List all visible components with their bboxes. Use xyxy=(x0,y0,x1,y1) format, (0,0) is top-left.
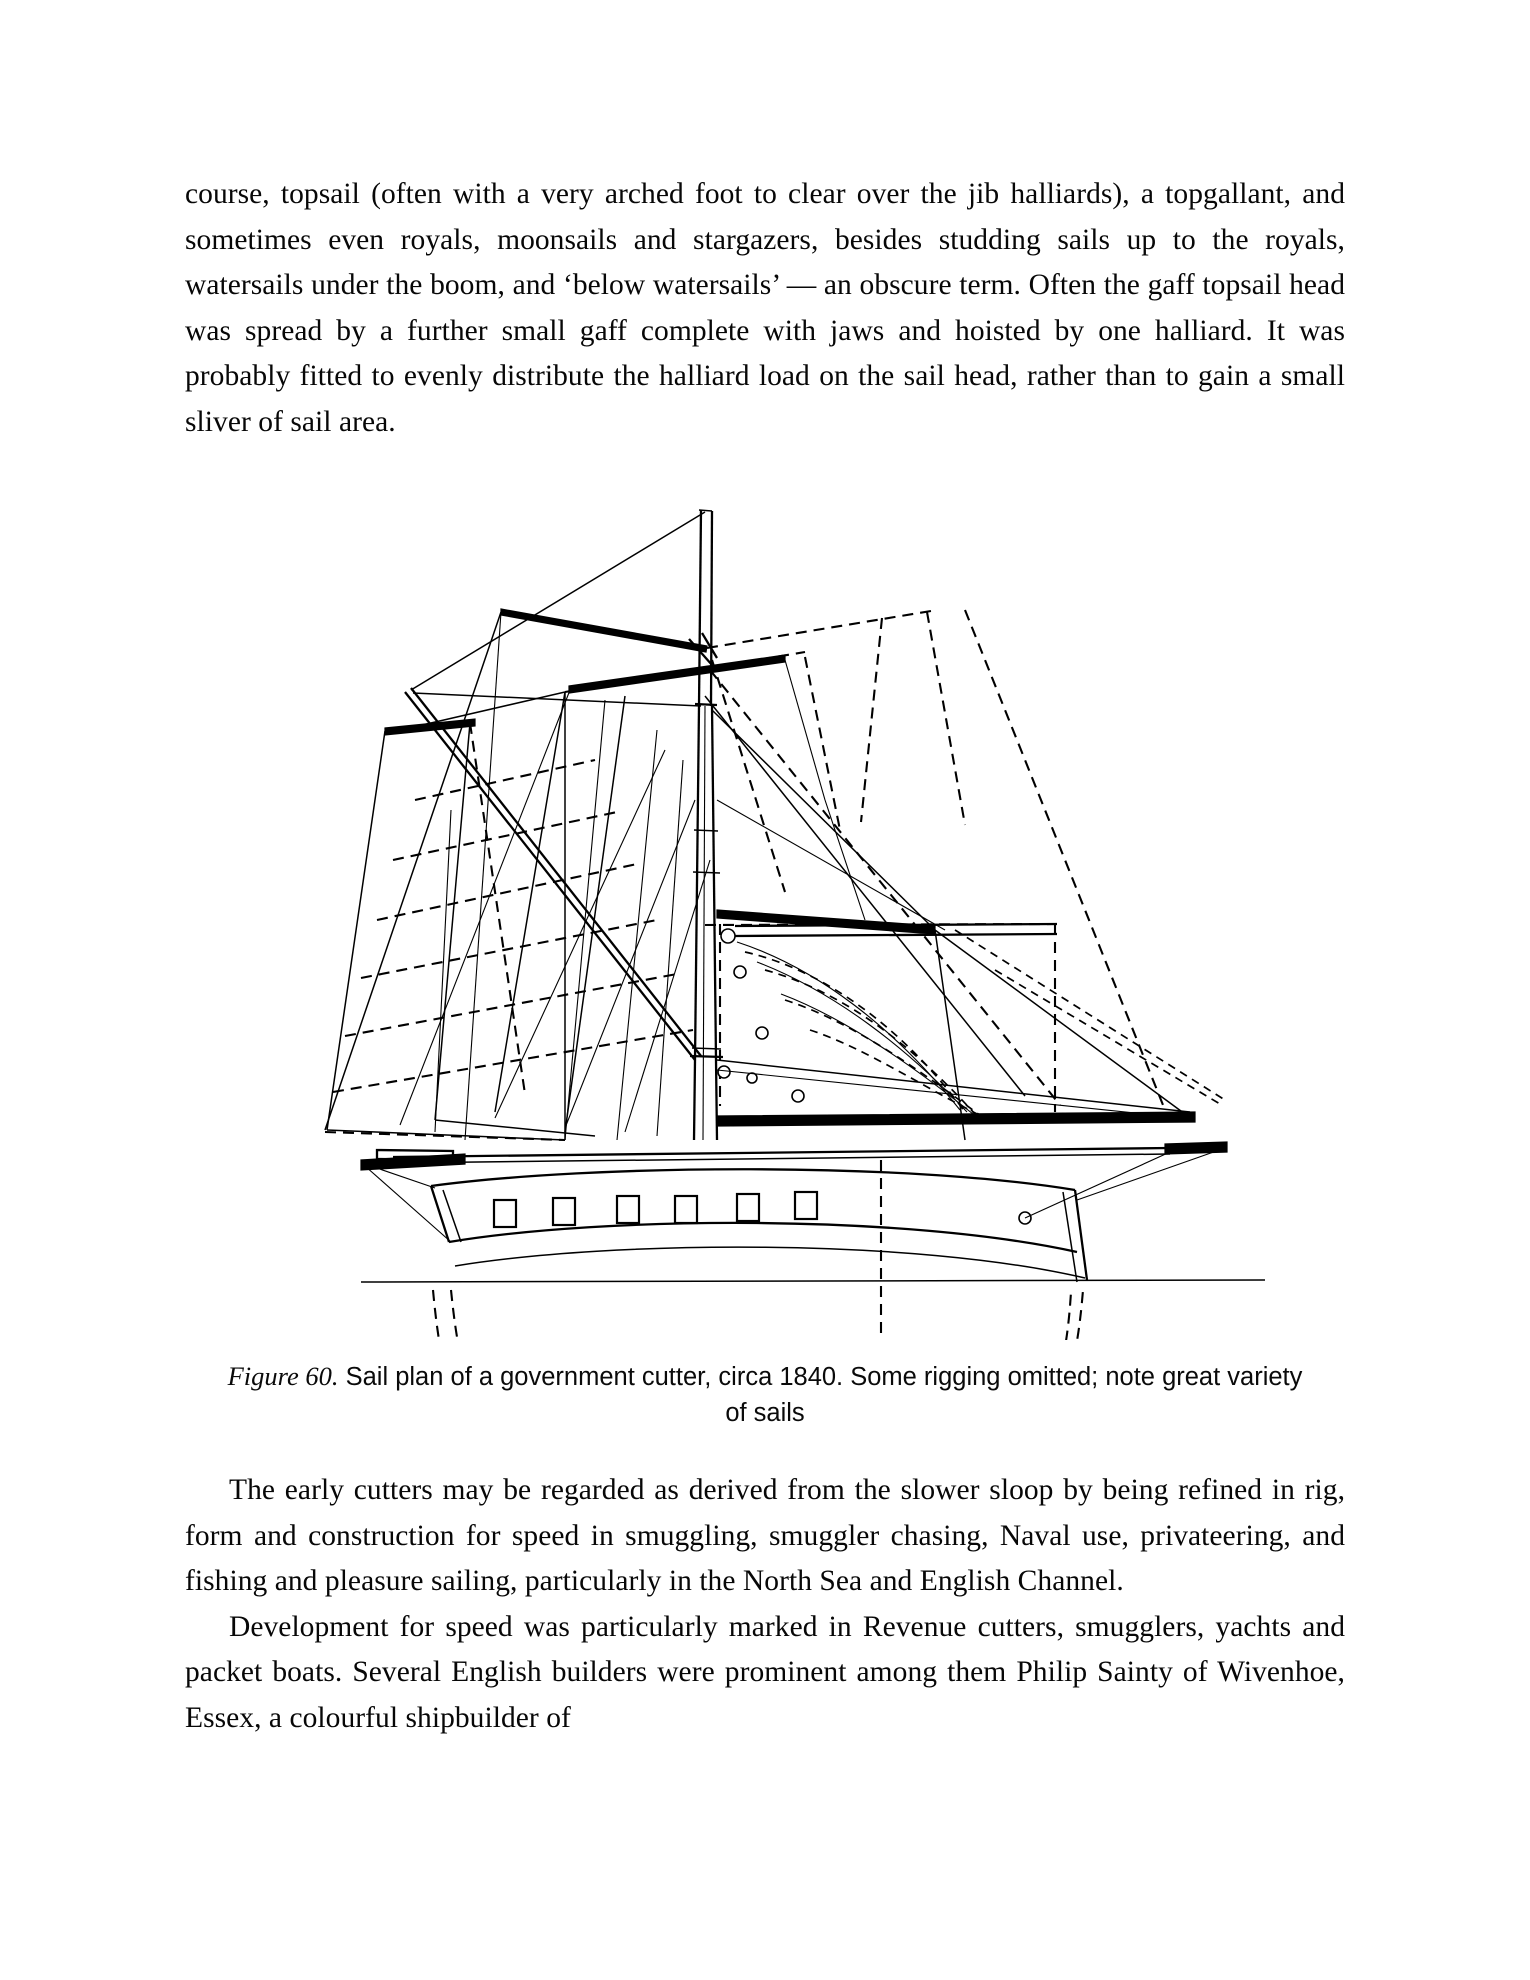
running-rigging-group xyxy=(435,612,865,1140)
figure-caption xyxy=(225,1358,1305,1431)
figure-60-block xyxy=(185,500,1345,1431)
hull-group xyxy=(361,1142,1265,1340)
gunport xyxy=(617,1196,639,1223)
gunport xyxy=(553,1198,575,1225)
sail-plan-illustration xyxy=(265,500,1265,1340)
gunport xyxy=(675,1196,697,1223)
figure-caption-text: Sail plan of a government cutter, circa 1840. Some rigging omitted; note great variety of sails xyxy=(345,1363,1303,1427)
figure-number: Figure 60. xyxy=(227,1361,339,1391)
paragraphs-below-figure xyxy=(185,1468,1345,1741)
mast-group xyxy=(690,510,723,1140)
gunport xyxy=(494,1200,516,1227)
headsail-group xyxy=(325,512,710,1140)
paragraph-development-for-speed: Development for speed was particularly marked in Revenue cutters, smugglers, yachts and packet boats. Several English builders were prominent among them Philip Sainty of Wivenhoe, Essex, a colourful shipbuilder of xyxy=(185,1610,1345,1734)
gunport xyxy=(737,1194,759,1221)
mainsail-group xyxy=(705,610,1225,1140)
paragraph-early-cutters: The early cutters may be regarded as derived from the slower sloop by being refined in rig, form and construction for speed in smuggling, smuggler chasing, Naval use, privateering, and fishing and pleasure sailing, particularly in the North Sea and English Channel. xyxy=(185,1474,1345,1597)
paragraph-above-figure: course, topsail (often with a very arched foot to clear over the jib halliards), a topgallant, and sometimes even royals, moonsails and stargazers, besides studding sails up to the royals, watersails under the boom, and ‘below watersails’ — an obscure term. Often the gaff topsail head was spread by a further small gaff complete with jaws and hoisted by one halliard. It was probably fitted to evenly distribute the halliard load on the sail head, rather than to gain a small sliver of sail area. xyxy=(185,178,1345,438)
gunport xyxy=(795,1192,817,1219)
